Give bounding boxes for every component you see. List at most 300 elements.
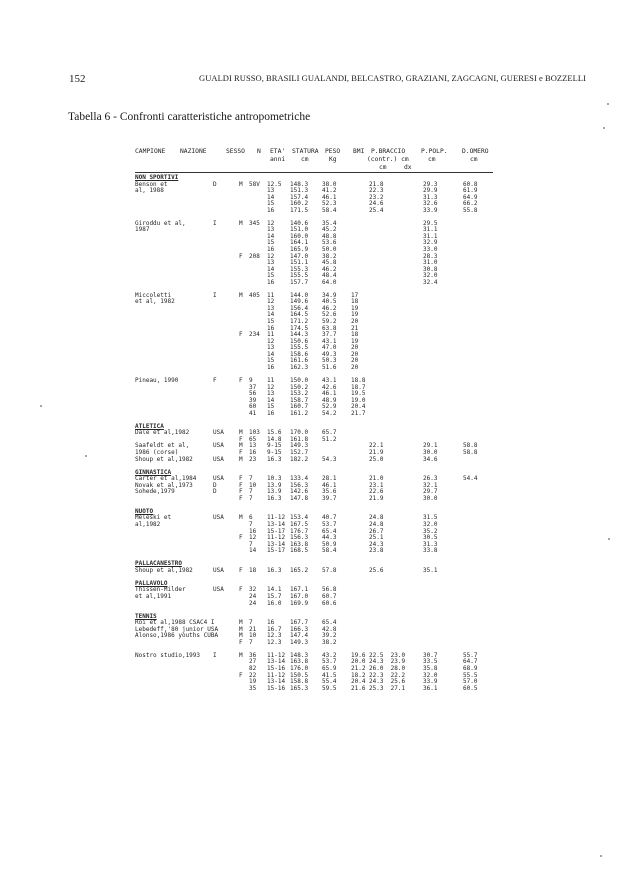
cell-stature: 156.4 [290, 304, 309, 312]
cell-n: 7 [249, 638, 253, 646]
cell-bmi: 21.6 [351, 684, 366, 692]
cell-calf: 31.3 [423, 540, 438, 548]
cell-n: 16 [249, 448, 257, 456]
cell-stature: 167.5 [290, 520, 309, 528]
cell-age: 15 [267, 403, 275, 411]
cell-calf: 33.5 [423, 658, 438, 666]
cell-n: 58V [249, 180, 260, 188]
cell-stature: 166.3 [290, 625, 309, 633]
section-heading: NUOTO [135, 507, 154, 515]
cell-age: 16 [267, 324, 275, 332]
cell-study: al,1982 [135, 520, 161, 528]
cell-calf: 33.0 [423, 246, 438, 254]
cell-age: 15 [267, 200, 275, 208]
cell-weight: 51.6 [322, 363, 337, 371]
cell-age: 11 [267, 291, 275, 299]
cell-humerus: 60.8 [463, 180, 478, 188]
cell-age: 12.3 [267, 638, 282, 646]
cell-stature: 151.3 [290, 187, 309, 195]
cell-n: 36 [249, 651, 257, 659]
cell-weight: 58.4 [322, 547, 337, 555]
cell-stature: 160.7 [290, 403, 309, 411]
cell-stature: 144.0 [290, 291, 309, 299]
cell-age: 13-14 [267, 678, 286, 686]
cell-n: 7 [249, 475, 253, 483]
cell-stature: 167.7 [290, 619, 309, 627]
cell-age: 14 [267, 311, 275, 319]
cell-bmi: 21 [351, 324, 359, 332]
cell-stature: 160.0 [290, 232, 309, 240]
cell-stature: 164.1 [290, 239, 309, 247]
cell-sex: F [239, 481, 243, 489]
cell-weight: 46.1 [322, 481, 337, 489]
cell-country: USA [213, 514, 224, 522]
cell-arm: 22.1 [369, 442, 384, 450]
header-eta: ETA' [270, 148, 286, 155]
cell-age: 16.3 [267, 494, 282, 502]
cell-age: 13 [267, 187, 275, 195]
cell-calf: 32.0 [423, 520, 438, 528]
cell-weight: 48.8 [322, 232, 337, 240]
cell-weight: 40.7 [322, 514, 337, 522]
cell-arm: 22.3 22.2 [369, 671, 406, 679]
cell-n: 345 [249, 219, 260, 227]
cell-sex: F [239, 638, 243, 646]
page-number: 152 [69, 73, 86, 85]
cell-sex: F [239, 586, 243, 594]
cell-n: 65 [249, 435, 257, 443]
cell-arm: 23.1 [369, 481, 384, 489]
cell-stature: 170.0 [290, 429, 309, 437]
cell-n: 35 [249, 684, 257, 692]
cell-stature: 167.1 [290, 586, 309, 594]
cell-arm: 21.9 [369, 448, 384, 456]
cell-bmi: 20 [351, 363, 359, 371]
cell-calf: 32.0 [423, 272, 438, 280]
header-campione: CAMPIONE [135, 148, 166, 155]
header-eta-unit: anni [270, 156, 286, 163]
cell-stature: 171.2 [290, 318, 309, 326]
cell-sex: F [239, 488, 243, 496]
section-heading: PALLACANESTRO [135, 560, 182, 568]
cell-bmi: 20 [351, 357, 359, 365]
cell-stature: 161.2 [290, 409, 309, 417]
cell-stature: 182.2 [290, 455, 309, 463]
cell-age: 16.7 [267, 625, 282, 633]
cell-n: 10 [249, 481, 257, 489]
cell-weight: 46.2 [322, 265, 337, 273]
cell-bmi: 18 [351, 298, 359, 306]
cell-stature: 165.9 [290, 246, 309, 254]
cell-calf: 34.6 [423, 455, 438, 463]
cell-age: 13.9 [267, 488, 282, 496]
cell-country: USA [213, 586, 224, 594]
header-n: N [257, 148, 261, 155]
cell-country: D [213, 180, 217, 188]
running-head: GUALDI RUSSO, BRASILI GUALANDI, BELCASTRO, GRAZIANI, ZAGCAGNI, GUERESI e BOZZELLI [199, 73, 586, 83]
cell-bmi: 17 [351, 291, 359, 299]
cell-study: Novak et al,1973 [135, 481, 193, 489]
cell-n: 9 [249, 376, 253, 384]
header-braccio: P.BRACCIO [371, 148, 406, 155]
cell-weight: 59.5 [322, 684, 337, 692]
cell-stature: 150.5 [290, 671, 309, 679]
cell-stature: 158.7 [290, 396, 309, 404]
cell-weight: 38.2 [322, 638, 337, 646]
cell-stature: 169.9 [290, 599, 309, 607]
cell-arm: 25.0 [369, 455, 384, 463]
cell-stature: 153.2 [290, 390, 309, 398]
table-body [135, 175, 535, 835]
header-braccio-sub3: dx [404, 164, 412, 171]
cell-stature: 147.8 [290, 494, 309, 502]
cell-humerus: 55.7 [463, 651, 478, 659]
cell-n: 21 [249, 625, 257, 633]
header-bmi: BMI [353, 148, 365, 155]
cell-weight: 37.7 [322, 331, 337, 339]
cell-calf: 32.6 [423, 200, 438, 208]
cell-weight: 45.8 [322, 259, 337, 267]
cell-weight: 50.3 [322, 357, 337, 365]
cell-stature: 158.8 [290, 678, 309, 686]
cell-stature: 149.3 [290, 442, 309, 450]
cell-study: Saafeldt et al, [135, 442, 190, 450]
cell-study: 1986 (corse) [135, 448, 179, 456]
cell-humerus: 68.9 [463, 665, 478, 673]
cell-weight: 28.1 [322, 475, 337, 483]
header-sesso: SESSO [226, 148, 245, 155]
cell-age: 16 [267, 363, 275, 371]
cell-weight: 65.7 [322, 429, 337, 437]
cell-calf: 30.5 [423, 534, 438, 542]
cell-stature: 176.0 [290, 665, 309, 673]
cell-humerus: 66.2 [463, 200, 478, 208]
cell-age: 12.3 [267, 632, 282, 640]
cell-stature: 161.6 [290, 357, 309, 365]
cell-n: 7 [249, 488, 253, 496]
cell-calf: 30.0 [423, 448, 438, 456]
header-rule [135, 172, 493, 173]
cell-stature: 150.2 [290, 383, 309, 391]
header-braccio-sub: (contr.) cm [367, 156, 409, 163]
cell-weight: 52.9 [322, 403, 337, 411]
cell-weight: 57.8 [322, 566, 337, 574]
cell-humerus: 58.8 [463, 448, 478, 456]
cell-age: 15-17 [267, 527, 286, 535]
cell-sex: M [239, 219, 243, 227]
cell-weight: 39.2 [322, 632, 337, 640]
cell-country: F [213, 376, 217, 384]
cell-age: 13.9 [267, 481, 282, 489]
cell-country: USA [213, 566, 224, 574]
cell-stature: 140.6 [290, 219, 309, 227]
cell-bmi: 20.4 [351, 678, 366, 686]
cell-weight: 46.2 [322, 304, 337, 312]
cell-n: 103 [249, 429, 260, 437]
cell-stature: 151.0 [290, 226, 309, 234]
cell-weight: 55.4 [322, 678, 337, 686]
cell-age: 11 [267, 376, 275, 384]
cell-weight: 43.1 [322, 337, 337, 345]
cell-n: 18 [249, 566, 257, 574]
cell-n: 7 [249, 540, 253, 548]
cell-weight: 65.9 [322, 665, 337, 673]
cell-stature: 155.3 [290, 265, 309, 273]
cell-calf: 32.1 [423, 481, 438, 489]
cell-country: USA [213, 455, 224, 463]
cell-calf: 29.9 [423, 187, 438, 195]
cell-sex: F [239, 534, 243, 542]
cell-age: 16.3 [267, 566, 282, 574]
cell-stature: 150.0 [290, 376, 309, 384]
cell-weight: 47.0 [322, 344, 337, 352]
cell-n: 10 [249, 632, 257, 640]
cell-stature: 161.8 [290, 435, 309, 443]
cell-bmi: 19.5 [351, 390, 366, 398]
cell-n: 24 [249, 599, 257, 607]
cell-study: Alonso,1986 youths CUBA [135, 632, 219, 640]
header-nazione: NAZIONE [180, 148, 207, 155]
cell-study: et al,1991 [135, 593, 172, 600]
cell-sex: M [239, 514, 243, 522]
scan-speck [40, 405, 42, 407]
cell-country: I [213, 651, 217, 659]
table-caption: Tabella 6 - Confronti caratteristiche antropometriche [68, 111, 311, 123]
cell-study: Shoup et al,1982 [135, 566, 193, 574]
cell-calf: 30.8 [423, 265, 438, 273]
cell-age: 11-12 [267, 671, 286, 679]
cell-n: 56 [249, 390, 257, 398]
cell-bmi: 20.4 [351, 403, 366, 411]
cell-calf: 26.3 [423, 475, 438, 483]
cell-sex: F [239, 494, 243, 502]
cell-study: Thissen-Milder [135, 586, 186, 594]
cell-arm: 24.6 [369, 200, 384, 208]
cell-arm: 23.2 [369, 193, 384, 201]
cell-weight: 43.2 [322, 651, 337, 659]
cell-sex: F [239, 252, 243, 260]
cell-sex: M [239, 625, 243, 633]
cell-n: 22 [249, 671, 257, 679]
cell-humerus: 64.9 [463, 193, 478, 201]
cell-sex: M [239, 429, 243, 437]
cell-weight: 35.6 [322, 488, 337, 496]
cell-study: Miccoletti [135, 291, 172, 299]
cell-calf: 29.7 [423, 488, 438, 496]
cell-weight: 45.2 [322, 226, 337, 234]
cell-age: 13 [267, 259, 275, 267]
cell-weight: 41.5 [322, 671, 337, 679]
cell-age: 14 [267, 396, 275, 404]
cell-weight: 60.6 [322, 599, 337, 607]
cell-stature: 149.6 [290, 298, 309, 306]
cell-stature: 147.0 [290, 252, 309, 260]
cell-stature: 148.3 [290, 180, 309, 188]
cell-arm: 25.1 [369, 534, 384, 542]
cell-age: 11 [267, 331, 275, 339]
cell-stature: 151.1 [290, 259, 309, 267]
cell-age: 12 [267, 337, 275, 345]
cell-stature: 157.7 [290, 278, 309, 286]
cell-weight: 42.8 [322, 625, 337, 633]
cell-bmi: 20.0 [351, 658, 366, 666]
cell-age: 14 [267, 350, 275, 358]
cell-age: 12.5 [267, 180, 282, 188]
cell-weight: 52.6 [322, 311, 337, 319]
cell-bmi: 18 [351, 331, 359, 339]
cell-sex: M [239, 442, 243, 450]
cell-arm: 25.3 27.1 [369, 684, 406, 692]
cell-calf: 35.2 [423, 527, 438, 535]
cell-calf: 31.1 [423, 226, 438, 234]
cell-country: USA [213, 429, 224, 437]
cell-stature: 144.3 [290, 331, 309, 339]
cell-calf: 33.8 [423, 547, 438, 555]
cell-age: 13 [267, 390, 275, 398]
header-omero-unit: cm [470, 156, 478, 163]
cell-calf: 32.9 [423, 239, 438, 247]
cell-weight: 39.7 [322, 494, 337, 502]
table-row [135, 686, 535, 693]
cell-age: 14.1 [267, 586, 282, 594]
cell-stature: 163.8 [290, 658, 309, 666]
cell-age: 12 [267, 298, 275, 306]
cell-bmi: 18.2 [351, 671, 366, 679]
cell-age: 9-15 [267, 442, 282, 450]
cell-arm: 24.8 [369, 514, 384, 522]
scan-speck [85, 455, 87, 457]
cell-stature: 157.4 [290, 193, 309, 201]
cell-study: Benson et [135, 180, 168, 188]
cell-bmi: 20 [351, 318, 359, 326]
scan-speck [603, 127, 605, 129]
cell-weight: 64.0 [322, 278, 337, 286]
cell-arm: 25.4 [369, 206, 384, 214]
cell-bmi: 18.7 [351, 383, 366, 391]
cell-age: 10.3 [267, 475, 282, 483]
cell-n: 37 [249, 383, 257, 391]
cell-n: 7 [249, 494, 253, 502]
cell-sex: F [239, 475, 243, 483]
cell-stature: 147.4 [290, 632, 309, 640]
cell-study: Pineau, 1990 [135, 376, 179, 384]
section-heading: TENNIS [135, 612, 157, 620]
cell-age: 15.7 [267, 593, 282, 600]
cell-age: 13 [267, 344, 275, 352]
cell-country: I [213, 219, 217, 227]
cell-age: 12 [267, 219, 275, 227]
cell-study: et al, 1982 [135, 298, 175, 306]
cell-arm: 22.5 23.0 [369, 651, 406, 659]
cell-bmi: 19 [351, 304, 359, 312]
header-statura: STATURA [292, 148, 319, 155]
cell-weight: 53.6 [322, 239, 337, 247]
cell-study: Lebedeff,'80 junior USA [135, 625, 219, 633]
cell-stature: 142.6 [290, 488, 309, 496]
cell-calf: 29.5 [423, 219, 438, 227]
cell-bmi: 19 [351, 311, 359, 319]
cell-n: 27 [249, 658, 257, 666]
cell-n: 23 [249, 455, 257, 463]
cell-study: Carter et al,1984 [135, 475, 197, 483]
cell-calf: 33.9 [423, 678, 438, 686]
cell-stature: 156.3 [290, 534, 309, 542]
cell-n: 6 [249, 514, 253, 522]
section-heading: PALLAVOLO [135, 579, 168, 587]
cell-weight: 65.4 [322, 619, 337, 627]
cell-age: 16 [267, 278, 275, 286]
cell-n: 60 [249, 403, 257, 411]
cell-n: 208 [249, 252, 260, 260]
cell-arm: 26.0 28.0 [369, 665, 406, 673]
cell-calf: 31.3 [423, 193, 438, 201]
cell-arm: 25.6 [369, 566, 384, 574]
cell-n: 32 [249, 586, 257, 594]
cell-country: USA [213, 442, 224, 450]
cell-stature: 165.2 [290, 566, 309, 574]
cell-study: Nostro studio,1993 [135, 651, 201, 659]
scan-speck [608, 538, 610, 540]
cell-stature: 148.3 [290, 651, 309, 659]
cell-arm: 26.7 [369, 527, 384, 535]
cell-stature: 155.5 [290, 272, 309, 280]
cell-n: 24 [249, 593, 257, 600]
cell-humerus: 60.5 [463, 684, 478, 692]
cell-country: I [213, 291, 217, 299]
cell-study: Sohede,1979 [135, 488, 175, 496]
cell-bmi: 18.8 [351, 376, 366, 384]
cell-sex: F [239, 671, 243, 679]
cell-n: 12 [249, 534, 257, 542]
header-polpaccio-unit: cm [428, 156, 436, 163]
cell-weight: 34.9 [322, 291, 337, 299]
cell-stature: 165.3 [290, 684, 309, 692]
cell-arm: 24.3 23.9 [369, 658, 406, 666]
cell-arm: 24.3 25.6 [369, 678, 406, 686]
cell-weight: 53.7 [322, 658, 337, 666]
cell-calf: 36.1 [423, 684, 438, 692]
cell-age: 11-12 [267, 534, 286, 542]
cell-study: Shoup et al,1982 [135, 455, 193, 463]
cell-sex: M [239, 291, 243, 299]
cell-weight: 63.8 [322, 324, 337, 332]
cell-weight: 48.9 [322, 396, 337, 404]
cell-humerus: 55.5 [463, 671, 478, 679]
header-statura-unit: cm [301, 156, 309, 163]
cell-stature: 133.4 [290, 475, 309, 483]
cell-sex: F [239, 435, 243, 443]
cell-n: 13 [249, 442, 257, 450]
cell-n: 41 [249, 409, 257, 417]
cell-weight: 35.4 [322, 219, 337, 227]
cell-calf: 32.0 [423, 671, 438, 679]
cell-stature: 167.0 [290, 593, 309, 600]
cell-weight: 44.3 [322, 534, 337, 542]
cell-age: 13 [267, 304, 275, 312]
cell-stature: 176.7 [290, 527, 309, 535]
cell-humerus: 57.0 [463, 678, 478, 686]
cell-sex: M [239, 455, 243, 463]
cell-n: 14 [249, 547, 257, 555]
cell-country: D [213, 488, 217, 496]
cell-stature: 152.7 [290, 448, 309, 456]
cell-country: USA [213, 475, 224, 483]
cell-age: 13-14 [267, 658, 286, 666]
cell-calf: 31.1 [423, 232, 438, 240]
cell-weight: 46.1 [322, 390, 337, 398]
cell-calf: 29.3 [423, 180, 438, 188]
cell-bmi: 19 [351, 337, 359, 345]
